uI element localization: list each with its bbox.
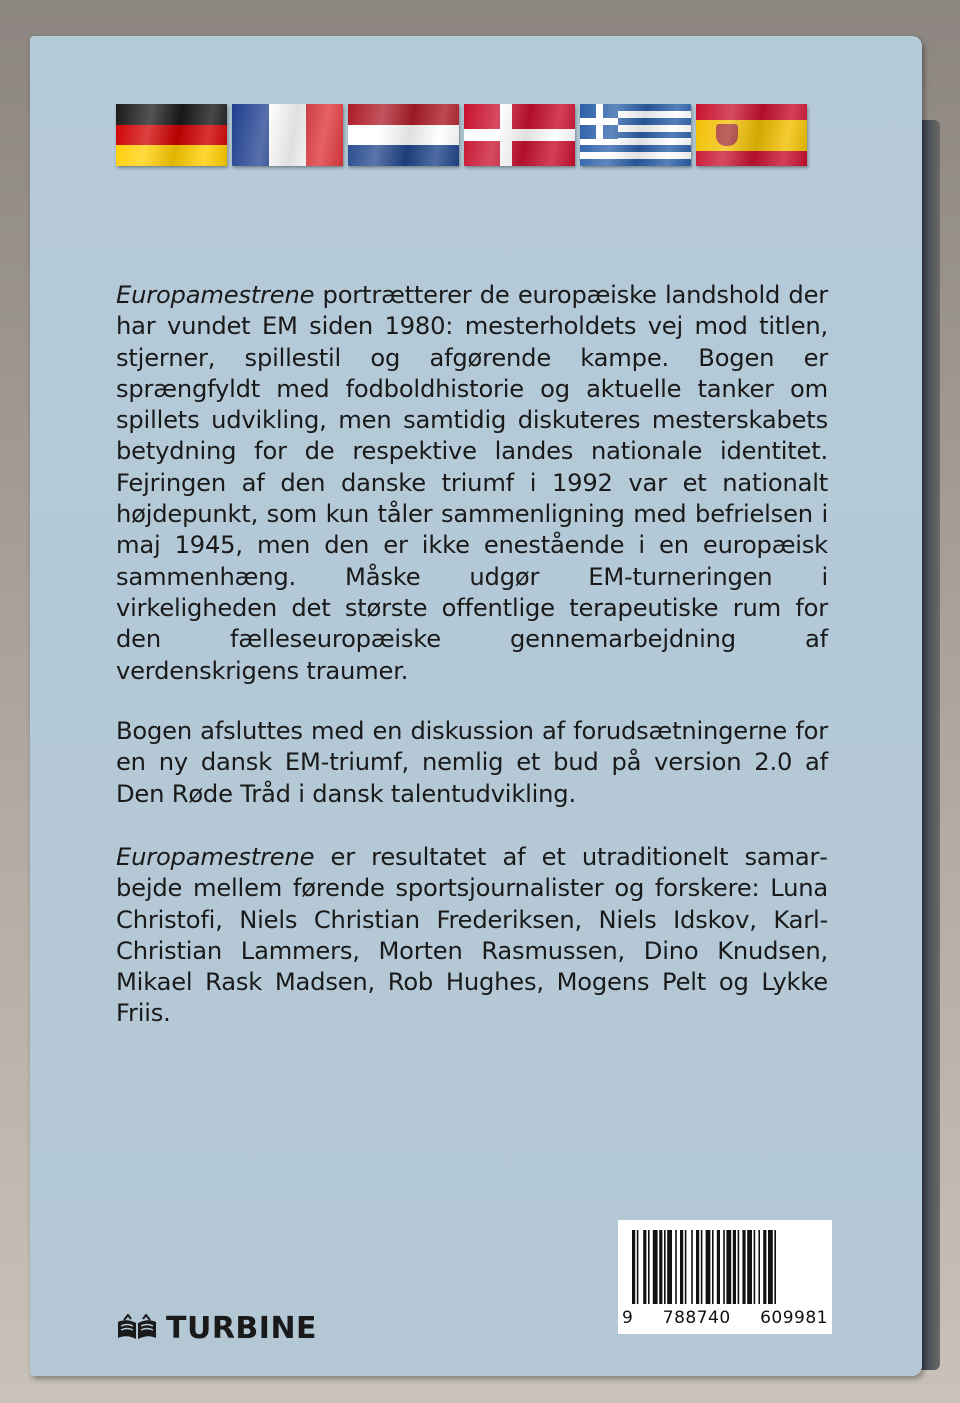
germany-flag-icon <box>116 104 227 166</box>
barcode-bar <box>738 1230 740 1304</box>
barcode-bar <box>726 1230 731 1304</box>
barcode-bar <box>643 1230 646 1304</box>
barcode-bar <box>754 1230 756 1304</box>
barcode-bar <box>675 1230 677 1304</box>
description-paragraph-2 <box>116 716 828 810</box>
flag-row <box>116 104 816 166</box>
barcode-bars <box>618 1220 832 1310</box>
denmark-flag-icon <box>464 104 575 166</box>
barcode-bar <box>648 1230 650 1304</box>
barcode-bar <box>774 1230 776 1304</box>
barcode-bar <box>632 1230 635 1304</box>
barcode-bar <box>685 1230 687 1304</box>
barcode-bar <box>717 1230 720 1304</box>
isbn-group-2: 609981 <box>760 1308 828 1328</box>
isbn-digits <box>622 1308 828 1328</box>
barcode-bar <box>696 1230 699 1304</box>
barcode-bar <box>712 1230 714 1304</box>
barcode-bar <box>768 1230 773 1304</box>
open-book-logo-icon <box>116 1314 158 1342</box>
description-paragraph-3 <box>116 842 828 1030</box>
barcode-bar <box>742 1230 745 1304</box>
paragraph-2-text: Bogen afsluttes med en diskussion af forudsætningerne for en ny dansk EM-triumf, nemlig et bud på version 2.0 af Den Røde Tråd i dansk talentudvikling. <box>116 717 828 808</box>
barcode-bar <box>667 1230 672 1304</box>
barcode-bar <box>680 1230 683 1304</box>
paragraph-1-text: portrætterer de europæiske landshold der har vundet EM siden 1980: mesterholdets vej mod titlen, stjerner, spillestil og afgørende kampe. Bogen er sprængfyldt med fodboldhistorie og aktuelle tanker om spillets udvikling, men samtidig diskuteres mesterskabets betydning for de respektive landes nationale identitet. Fejringen af den danske triumf i 1992 var et nationalt højdepunkt, som kun tåler sammenligning med befrielsen i maj 1945, men den er ikke enestående i en europæisk sammenhæng. Måske udgør EM-turneringen i virkeligheden det største offentlige terapeutiske rum for den fælleseuropæiske gennemarbejdning af verdenskrigens traumer. <box>116 281 828 685</box>
book-title-italic: Europamestrene <box>116 281 315 309</box>
book-title-italic: Europamestrene <box>116 843 315 871</box>
isbn-group-1: 788740 <box>662 1308 731 1328</box>
barcode-bar <box>637 1230 639 1304</box>
france-flag-icon <box>232 104 343 166</box>
publisher-logo <box>116 1308 317 1348</box>
barcode-bar <box>691 1230 693 1304</box>
netherlands-flag-icon <box>348 104 459 166</box>
greece-flag-icon <box>580 104 691 166</box>
barcode-bar <box>701 1230 703 1304</box>
paragraph-3-text: er resultatet af et utraditionelt samarbejde mellem førende sportsjournalister og forskere: Luna Christofi, Niels Christian Frederiksen, Niels Idskov, Karl-Christian Lammers, Morten Rasmussen, Dino Knudsen, Mikael Rask Madsen, Rob Hughes, Mogens Pelt og Lykke Friis. <box>116 843 828 1028</box>
barcode-bar <box>664 1230 666 1304</box>
book-back-cover <box>30 36 922 1376</box>
barcode-bar <box>706 1230 711 1304</box>
barcode-bar <box>747 1230 752 1304</box>
barcode-bar <box>659 1230 662 1304</box>
spain-flag-icon <box>696 104 807 166</box>
isbn-barcode <box>618 1220 832 1334</box>
publisher-name: TURBINE <box>166 1310 318 1346</box>
isbn-prefix: 9 <box>622 1308 634 1328</box>
barcode-bar <box>763 1230 766 1304</box>
barcode-bar <box>723 1230 725 1304</box>
barcode-bar <box>653 1230 658 1304</box>
barcode-bar <box>733 1230 736 1304</box>
barcode-bar <box>758 1230 760 1304</box>
description-paragraph-1 <box>116 280 828 687</box>
